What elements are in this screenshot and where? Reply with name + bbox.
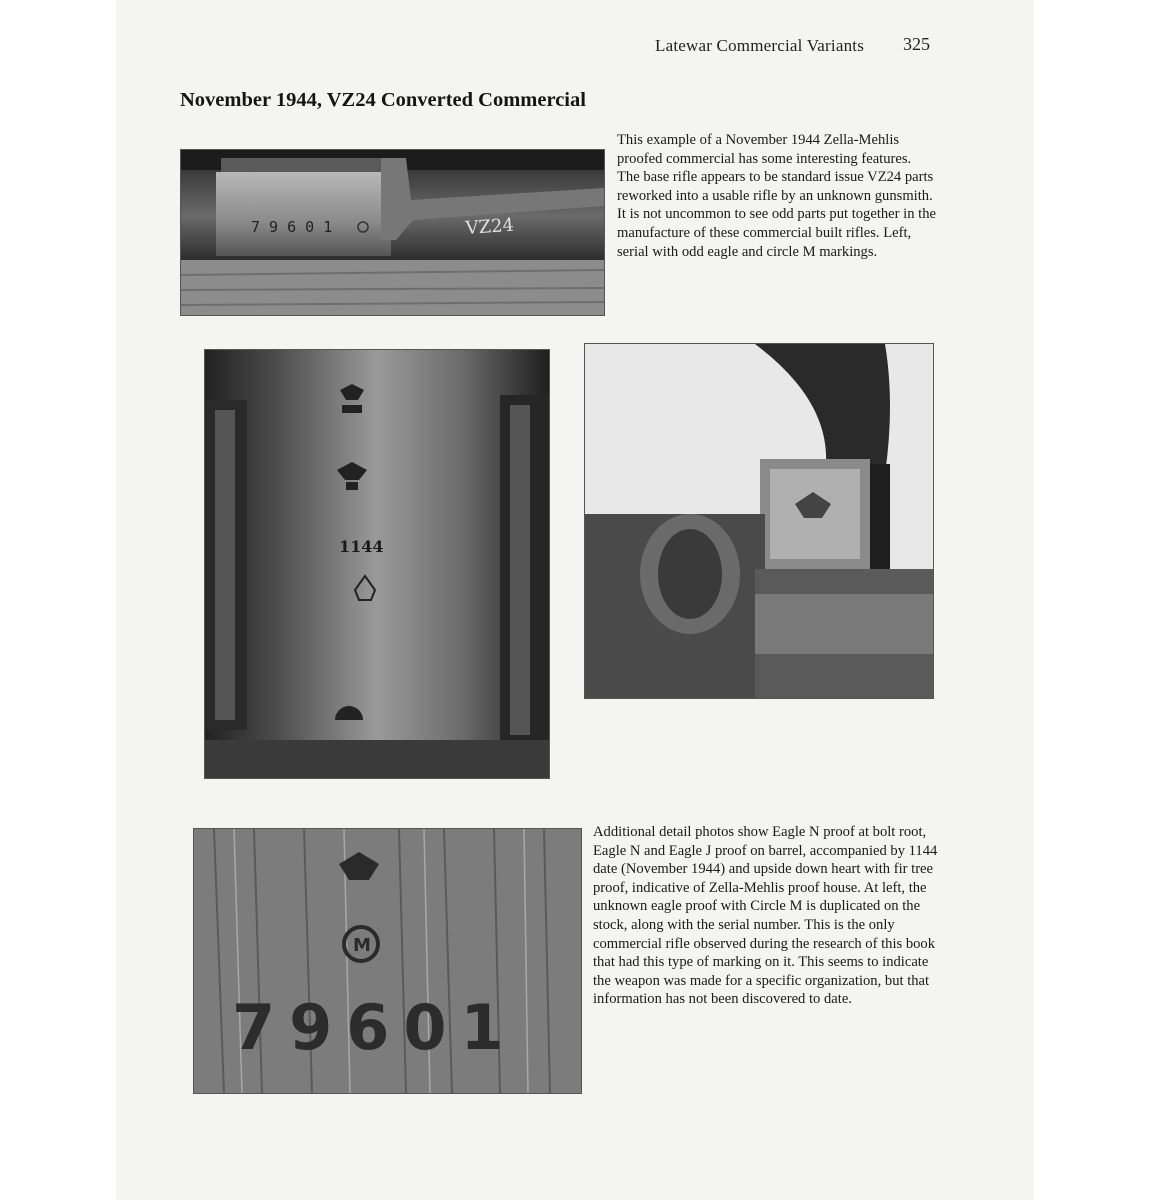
- svg-text:M: M: [353, 935, 371, 956]
- detail-paragraph: Additional detail photos show Eagle N proof at bolt root, Eagle N and Eagle J proof on barrel, accompanied by 1144 date (November 1944) and upside down heart with fir tree proof, indicative of Zella-Mehlis proof house. At left, the unknown eagle proof with Circle M is duplicated on the stock, along with the serial number. This is the only commercial rifle observed during the research of this book that had this type of marking on it. This seems to indicate the weapon was made for a specific organization, but that information has not been discovered to date.: [593, 824, 938, 1008]
- receiver-model-text: VZ24: [464, 214, 515, 239]
- section-title: November 1944, VZ24 Converted Commercial: [180, 89, 586, 111]
- bolt-root-photo: [584, 343, 934, 699]
- receiver-serial-text: 7 9 6 0 1: [251, 218, 333, 236]
- intro-paragraph: This example of a November 1944 Zella-Mehlis proofed commercial has some interesting features. The base rifle appears to be standard issue VZ24 parts reworked into a usable rifle by an unknown gunsmith. It is not uncommon to see odd parts put together in the manufacture of these commercial built rifles. Left, serial with odd eagle and circle M markings.: [617, 132, 936, 260]
- running-head: Latewar Commercial Variants: [655, 36, 865, 55]
- barrel-date-text: 1144: [339, 537, 384, 556]
- stock-marking-photo: [193, 828, 582, 1094]
- stock-serial-text: 79601: [232, 991, 518, 1064]
- page-number: 325: [903, 34, 930, 54]
- barrel-proof-photo: [204, 349, 550, 779]
- receiver-serial-photo: [180, 149, 605, 316]
